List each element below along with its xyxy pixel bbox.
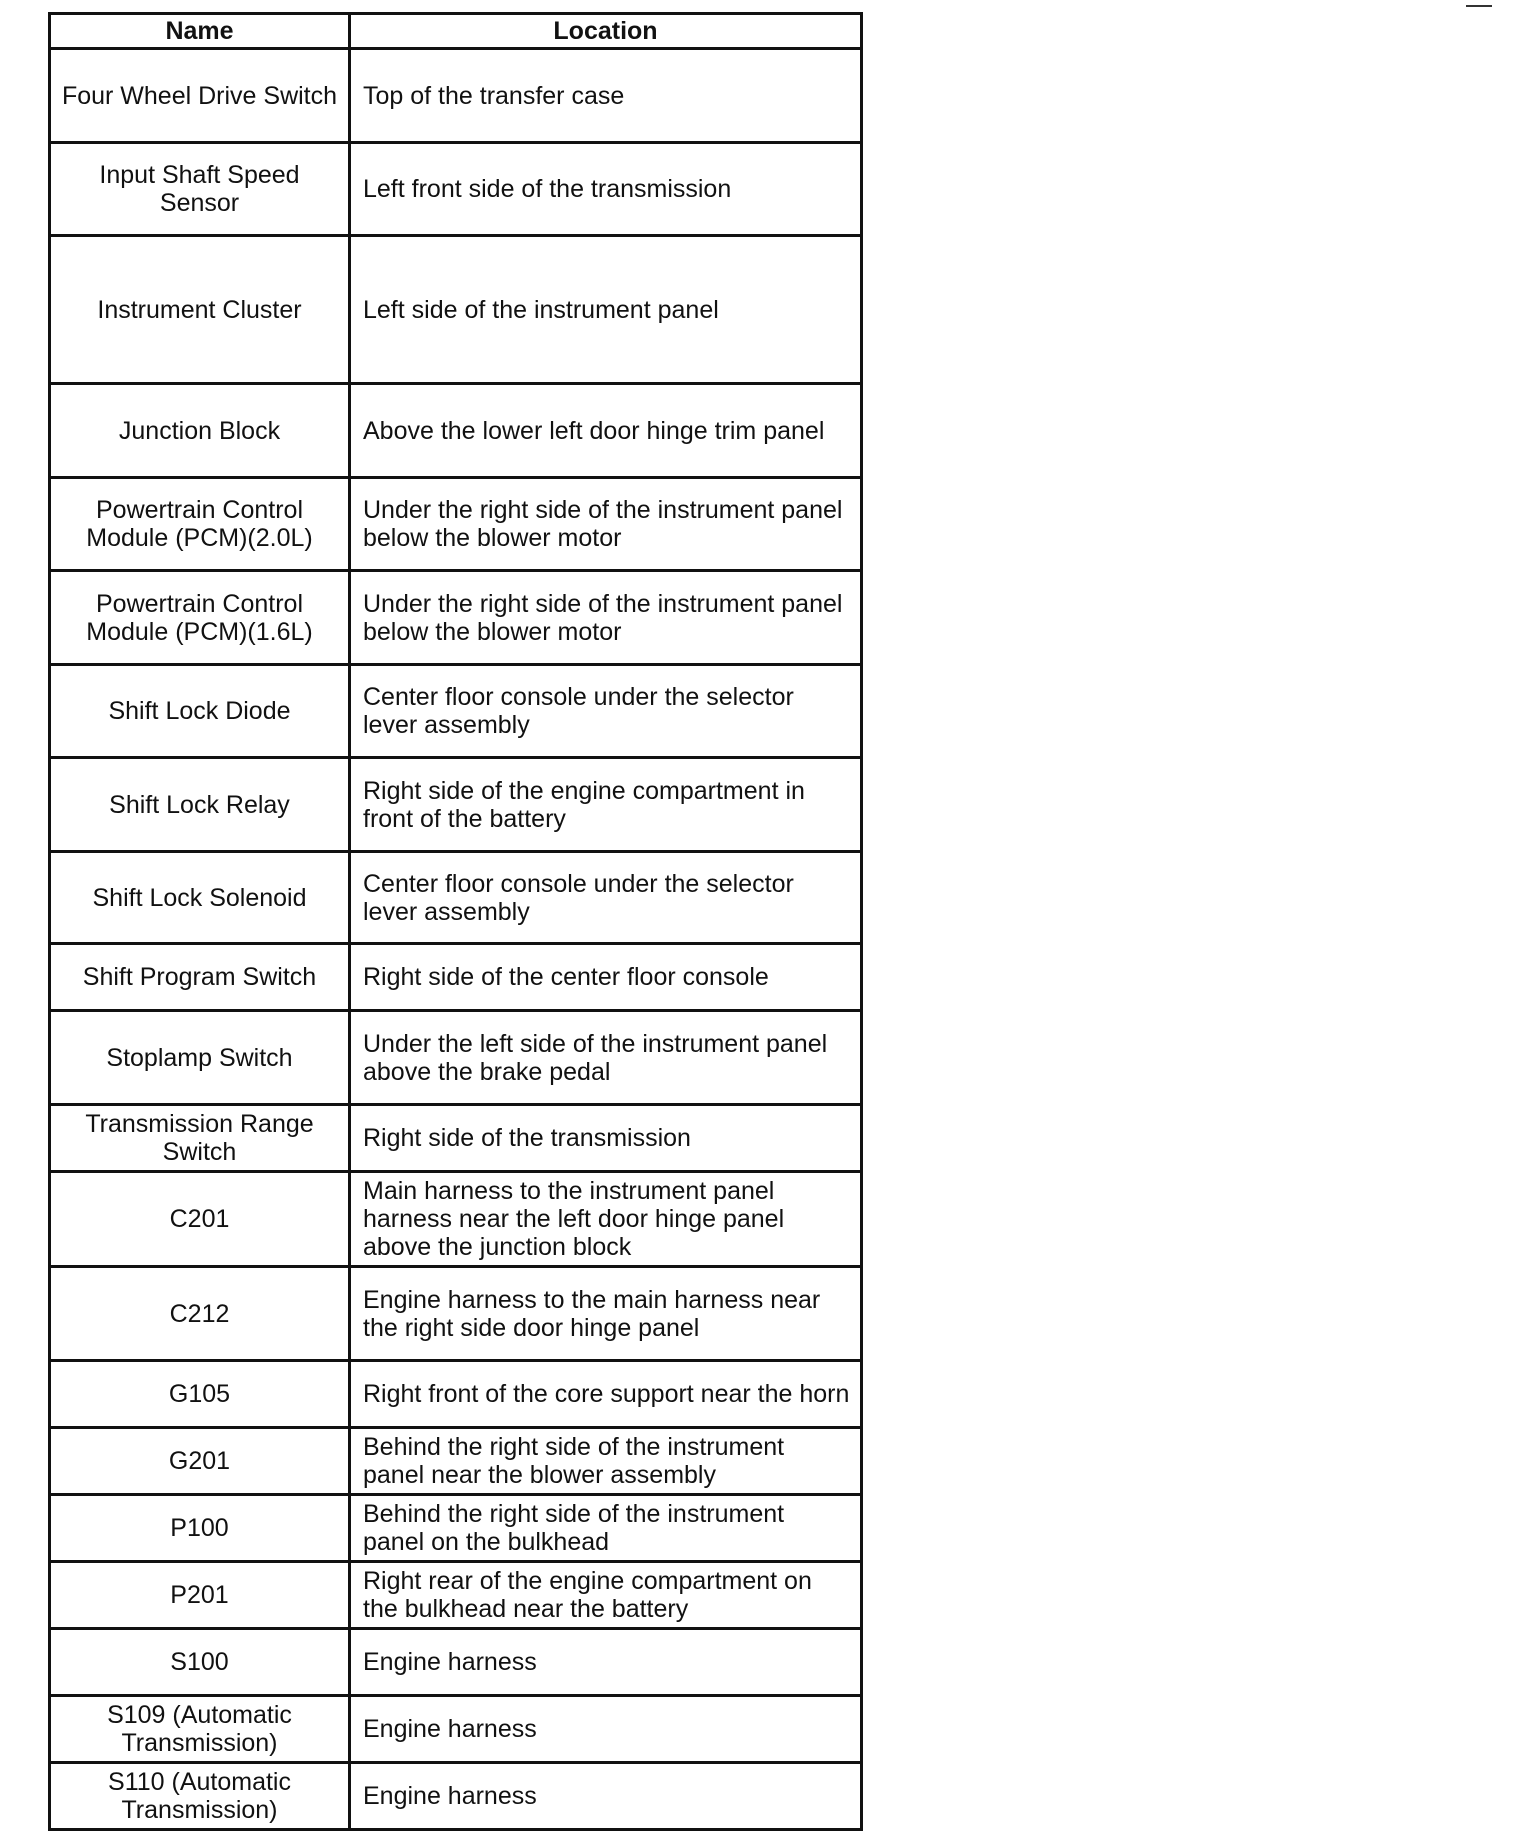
- component-location-cell: [350, 478, 862, 571]
- component-location-cell: [350, 758, 862, 852]
- component-name: Input Shaft Speed Sensor: [99, 161, 300, 217]
- component-name: Four Wheel Drive Switch: [61, 81, 338, 110]
- component-name-cell: [50, 143, 350, 236]
- component-location-cell: [350, 571, 862, 665]
- component-location: Under the right side of the instrument panel below the blower motor: [363, 589, 843, 646]
- component-name-cell: [50, 852, 350, 944]
- component-location: Right front of the core support near the horn: [363, 1380, 850, 1408]
- table-row: [50, 852, 862, 944]
- component-location: Behind the right side of the instrument panel on the bulkhead: [363, 1500, 785, 1556]
- component-location-cell: [350, 1763, 862, 1830]
- component-name-cell: [50, 236, 350, 384]
- component-location: Center floor console under the selector lever assembly: [363, 869, 794, 926]
- component-name: Shift Lock Diode: [108, 697, 291, 725]
- component-name-cell: [50, 1267, 350, 1361]
- component-name: P201: [170, 1581, 229, 1609]
- component-location: Behind the right side of the instrument panel near the blower assembly: [363, 1433, 785, 1489]
- table-row: [50, 1361, 862, 1428]
- component-location-cell: [350, 1172, 862, 1267]
- column-header-location: Location: [350, 14, 862, 49]
- component-name-cell: [50, 384, 350, 478]
- table-row: [50, 143, 862, 236]
- component-location-table: [48, 12, 863, 1831]
- component-name: G201: [168, 1447, 231, 1475]
- component-location: Engine harness: [363, 1715, 537, 1743]
- component-name: S109 (Automatic Transmission): [107, 1701, 292, 1757]
- component-location: Left side of the instrument panel: [363, 295, 719, 324]
- table-row: [50, 1011, 862, 1105]
- component-location: Engine harness: [363, 1648, 537, 1676]
- component-name-cell: [50, 1495, 350, 1562]
- component-name: S110 (Automatic Transmission): [108, 1768, 291, 1824]
- component-location: Main harness to the instrument panel harness near the left door hinge panel above the junction block: [363, 1177, 785, 1261]
- component-name: Powertrain Control Module (PCM)(2.0L): [86, 496, 313, 552]
- component-location: Above the lower left door hinge trim panel: [363, 416, 825, 445]
- component-name-cell: [50, 1629, 350, 1696]
- component-name: C201: [169, 1205, 230, 1233]
- component-location: Engine harness: [363, 1782, 537, 1810]
- component-name: Stoplamp Switch: [106, 1043, 293, 1072]
- component-location: Right side of the transmission: [363, 1124, 691, 1152]
- component-location: Right rear of the engine compartment on the bulkhead near the battery: [363, 1567, 812, 1623]
- page-corner-mark: [1466, 5, 1492, 7]
- table-row: [50, 1562, 862, 1629]
- component-location: Under the right side of the instrument panel below the blower motor: [363, 496, 843, 552]
- table-row: [50, 1267, 862, 1361]
- component-name-cell: [50, 665, 350, 758]
- component-location-cell: [350, 1428, 862, 1495]
- table-header-row: [50, 14, 862, 49]
- table-row: [50, 1495, 862, 1562]
- table-row: [50, 1629, 862, 1696]
- component-name: Transmission Range Switch: [85, 1110, 314, 1166]
- component-location-cell: [350, 665, 862, 758]
- component-name-cell: [50, 571, 350, 665]
- component-locator-sheet: [48, 12, 860, 1831]
- table-row: [50, 571, 862, 665]
- table-row: [50, 758, 862, 852]
- component-location-cell: [350, 1267, 862, 1361]
- component-name-cell: [50, 478, 350, 571]
- component-name-cell: [50, 1011, 350, 1105]
- component-name: Junction Block: [118, 416, 281, 445]
- component-name-cell: [50, 1562, 350, 1629]
- table-row: [50, 384, 862, 478]
- component-name-cell: [50, 1361, 350, 1428]
- component-name-cell: [50, 944, 350, 1011]
- component-location-cell: [350, 1696, 862, 1763]
- component-location: Center floor console under the selector lever assembly: [363, 683, 794, 739]
- component-name: Instrument Cluster: [97, 295, 302, 324]
- component-name: P100: [170, 1514, 229, 1542]
- component-location-cell: [350, 49, 862, 143]
- component-location: Right side of the center floor console: [363, 963, 769, 991]
- table-row: [50, 1428, 862, 1495]
- component-name-cell: [50, 758, 350, 852]
- component-location-cell: [350, 143, 862, 236]
- component-location-cell: [350, 384, 862, 478]
- component-location: Engine harness to the main harness near the right side door hinge panel: [363, 1285, 821, 1342]
- component-name: Powertrain Control Module (PCM)(1.6L): [86, 589, 313, 646]
- component-location: Right side of the engine compartment in front of the battery: [363, 776, 805, 833]
- component-name: Shift Lock Solenoid: [92, 883, 307, 912]
- table-row: [50, 49, 862, 143]
- column-header-name: Name: [50, 14, 350, 49]
- component-name: C212: [169, 1299, 230, 1328]
- component-name-cell: [50, 1172, 350, 1267]
- table-row: [50, 236, 862, 384]
- table-row: [50, 665, 862, 758]
- table-row: [50, 1172, 862, 1267]
- table-row: [50, 1763, 862, 1830]
- component-location-cell: [350, 236, 862, 384]
- component-name-cell: [50, 1696, 350, 1763]
- component-location-cell: [350, 1562, 862, 1629]
- component-name: Shift Program Switch: [82, 963, 317, 991]
- component-location: Under the left side of the instrument panel above the brake pedal: [363, 1029, 828, 1086]
- component-name: Shift Lock Relay: [109, 790, 290, 819]
- component-name-cell: [50, 1428, 350, 1495]
- component-name-cell: [50, 1763, 350, 1830]
- table-row: [50, 478, 862, 571]
- component-location: Top of the transfer case: [363, 81, 625, 110]
- component-name-cell: [50, 49, 350, 143]
- component-name: G105: [168, 1380, 231, 1408]
- component-name: S100: [170, 1648, 229, 1676]
- component-location-cell: [350, 944, 862, 1011]
- component-location-cell: [350, 1361, 862, 1428]
- component-location-cell: [350, 1495, 862, 1562]
- component-location-cell: [350, 852, 862, 944]
- table-row: [50, 1696, 862, 1763]
- component-location: Left front side of the transmission: [363, 175, 732, 203]
- table-row: [50, 1105, 862, 1172]
- component-location-cell: [350, 1011, 862, 1105]
- component-name-cell: [50, 1105, 350, 1172]
- component-location-cell: [350, 1629, 862, 1696]
- table-row: [50, 944, 862, 1011]
- component-location-cell: [350, 1105, 862, 1172]
